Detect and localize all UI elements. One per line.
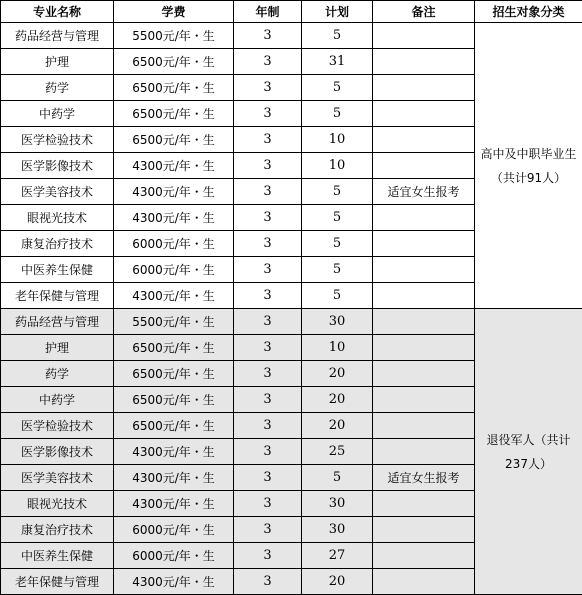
plan-cell: 30 (302, 491, 373, 517)
note-cell (373, 283, 475, 309)
plan-cell: 5 (302, 231, 373, 257)
fee-cell: 6500元/年・生 (114, 75, 234, 101)
note-cell: 适宜女生报考 (373, 179, 475, 205)
major-cell: 医学影像技术 (1, 153, 114, 179)
fee-cell: 6000元/年・生 (114, 231, 234, 257)
major-cell: 老年保健与管理 (1, 283, 114, 309)
note-cell (373, 101, 475, 127)
years-cell: 3 (234, 231, 302, 257)
note-cell (373, 205, 475, 231)
note-cell (373, 543, 475, 569)
note-cell (373, 439, 475, 465)
note-cell (373, 387, 475, 413)
fee-cell: 4300元/年・生 (114, 153, 234, 179)
major-cell: 中药学 (1, 387, 114, 413)
plan-cell: 5 (302, 465, 373, 491)
plan-cell: 5 (302, 283, 373, 309)
category-cell: 退役军人（共计237人） (475, 309, 582, 595)
years-cell: 3 (234, 75, 302, 101)
years-cell: 3 (234, 127, 302, 153)
table-row (1, 309, 582, 335)
major-cell: 康复治疗技术 (1, 517, 114, 543)
major-cell: 医学美容技术 (1, 179, 114, 205)
note-cell: 适宜女生报考 (373, 465, 475, 491)
major-cell: 医学检验技术 (1, 127, 114, 153)
note-cell (373, 23, 475, 49)
major-cell: 护理 (1, 49, 114, 75)
note-cell (373, 153, 475, 179)
years-cell: 3 (234, 387, 302, 413)
header-row (1, 1, 582, 23)
years-cell: 3 (234, 439, 302, 465)
plan-cell: 10 (302, 335, 373, 361)
fee-cell: 4300元/年・生 (114, 179, 234, 205)
header-fee: 学费 (114, 1, 234, 23)
plan-cell: 25 (302, 439, 373, 465)
major-cell: 药品经营与管理 (1, 309, 114, 335)
fee-cell: 6500元/年・生 (114, 413, 234, 439)
fee-cell: 6500元/年・生 (114, 127, 234, 153)
fee-cell: 5500元/年・生 (114, 23, 234, 49)
major-cell: 康复治疗技术 (1, 231, 114, 257)
fee-cell: 6500元/年・生 (114, 387, 234, 413)
table-row (1, 23, 582, 49)
fee-cell: 4300元/年・生 (114, 491, 234, 517)
years-cell: 3 (234, 491, 302, 517)
major-cell: 眼视光技术 (1, 491, 114, 517)
fee-cell: 6500元/年・生 (114, 335, 234, 361)
plan-cell: 20 (302, 361, 373, 387)
note-cell (373, 257, 475, 283)
plan-cell: 10 (302, 153, 373, 179)
note-cell (373, 231, 475, 257)
years-cell: 3 (234, 283, 302, 309)
plan-cell: 5 (302, 75, 373, 101)
major-cell: 老年保健与管理 (1, 569, 114, 595)
major-cell: 中医养生保健 (1, 543, 114, 569)
header-years: 年制 (234, 1, 302, 23)
years-cell: 3 (234, 257, 302, 283)
years-cell: 3 (234, 309, 302, 335)
years-cell: 3 (234, 101, 302, 127)
plan-cell: 27 (302, 543, 373, 569)
note-cell (373, 517, 475, 543)
major-cell: 药学 (1, 75, 114, 101)
plan-cell: 5 (302, 23, 373, 49)
category-cell: 高中及中职毕业生（共计91人） (475, 23, 582, 309)
plan-cell: 10 (302, 127, 373, 153)
fee-cell: 6500元/年・生 (114, 361, 234, 387)
header-major: 专业名称 (1, 1, 114, 23)
major-cell: 医学美容技术 (1, 465, 114, 491)
plan-cell: 20 (302, 569, 373, 595)
years-cell: 3 (234, 23, 302, 49)
years-cell: 3 (234, 543, 302, 569)
major-cell: 护理 (1, 335, 114, 361)
major-cell: 中医养生保健 (1, 257, 114, 283)
fee-cell: 4300元/年・生 (114, 205, 234, 231)
note-cell (373, 413, 475, 439)
fee-cell: 4300元/年・生 (114, 569, 234, 595)
header-note: 备注 (373, 1, 475, 23)
years-cell: 3 (234, 49, 302, 75)
fee-cell: 6500元/年・生 (114, 101, 234, 127)
plan-cell: 5 (302, 205, 373, 231)
note-cell (373, 49, 475, 75)
plan-cell: 31 (302, 49, 373, 75)
plan-cell: 30 (302, 309, 373, 335)
major-cell: 中药学 (1, 101, 114, 127)
table-body (1, 23, 582, 595)
plan-cell: 30 (302, 517, 373, 543)
fee-cell: 4300元/年・生 (114, 283, 234, 309)
fee-cell: 6000元/年・生 (114, 257, 234, 283)
years-cell: 3 (234, 205, 302, 231)
plan-cell: 5 (302, 101, 373, 127)
fee-cell: 6000元/年・生 (114, 517, 234, 543)
plan-cell: 20 (302, 387, 373, 413)
major-cell: 药品经营与管理 (1, 23, 114, 49)
note-cell (373, 491, 475, 517)
note-cell (373, 335, 475, 361)
header-category: 招生对象分类 (475, 1, 582, 23)
note-cell (373, 309, 475, 335)
years-cell: 3 (234, 361, 302, 387)
years-cell: 3 (234, 517, 302, 543)
years-cell: 3 (234, 465, 302, 491)
note-cell (373, 569, 475, 595)
header-plan: 计划 (302, 1, 373, 23)
plan-cell: 20 (302, 413, 373, 439)
fee-cell: 4300元/年・生 (114, 465, 234, 491)
fee-cell: 6500元/年・生 (114, 49, 234, 75)
note-cell (373, 361, 475, 387)
fee-cell: 6000元/年・生 (114, 543, 234, 569)
years-cell: 3 (234, 335, 302, 361)
major-cell: 医学影像技术 (1, 439, 114, 465)
plan-cell: 5 (302, 257, 373, 283)
note-cell (373, 127, 475, 153)
years-cell: 3 (234, 569, 302, 595)
note-cell (373, 75, 475, 101)
years-cell: 3 (234, 153, 302, 179)
years-cell: 3 (234, 179, 302, 205)
major-cell: 眼视光技术 (1, 205, 114, 231)
fee-cell: 5500元/年・生 (114, 309, 234, 335)
fee-cell: 4300元/年・生 (114, 439, 234, 465)
plan-cell: 5 (302, 179, 373, 205)
years-cell: 3 (234, 413, 302, 439)
major-cell: 医学检验技术 (1, 413, 114, 439)
major-cell: 药学 (1, 361, 114, 387)
